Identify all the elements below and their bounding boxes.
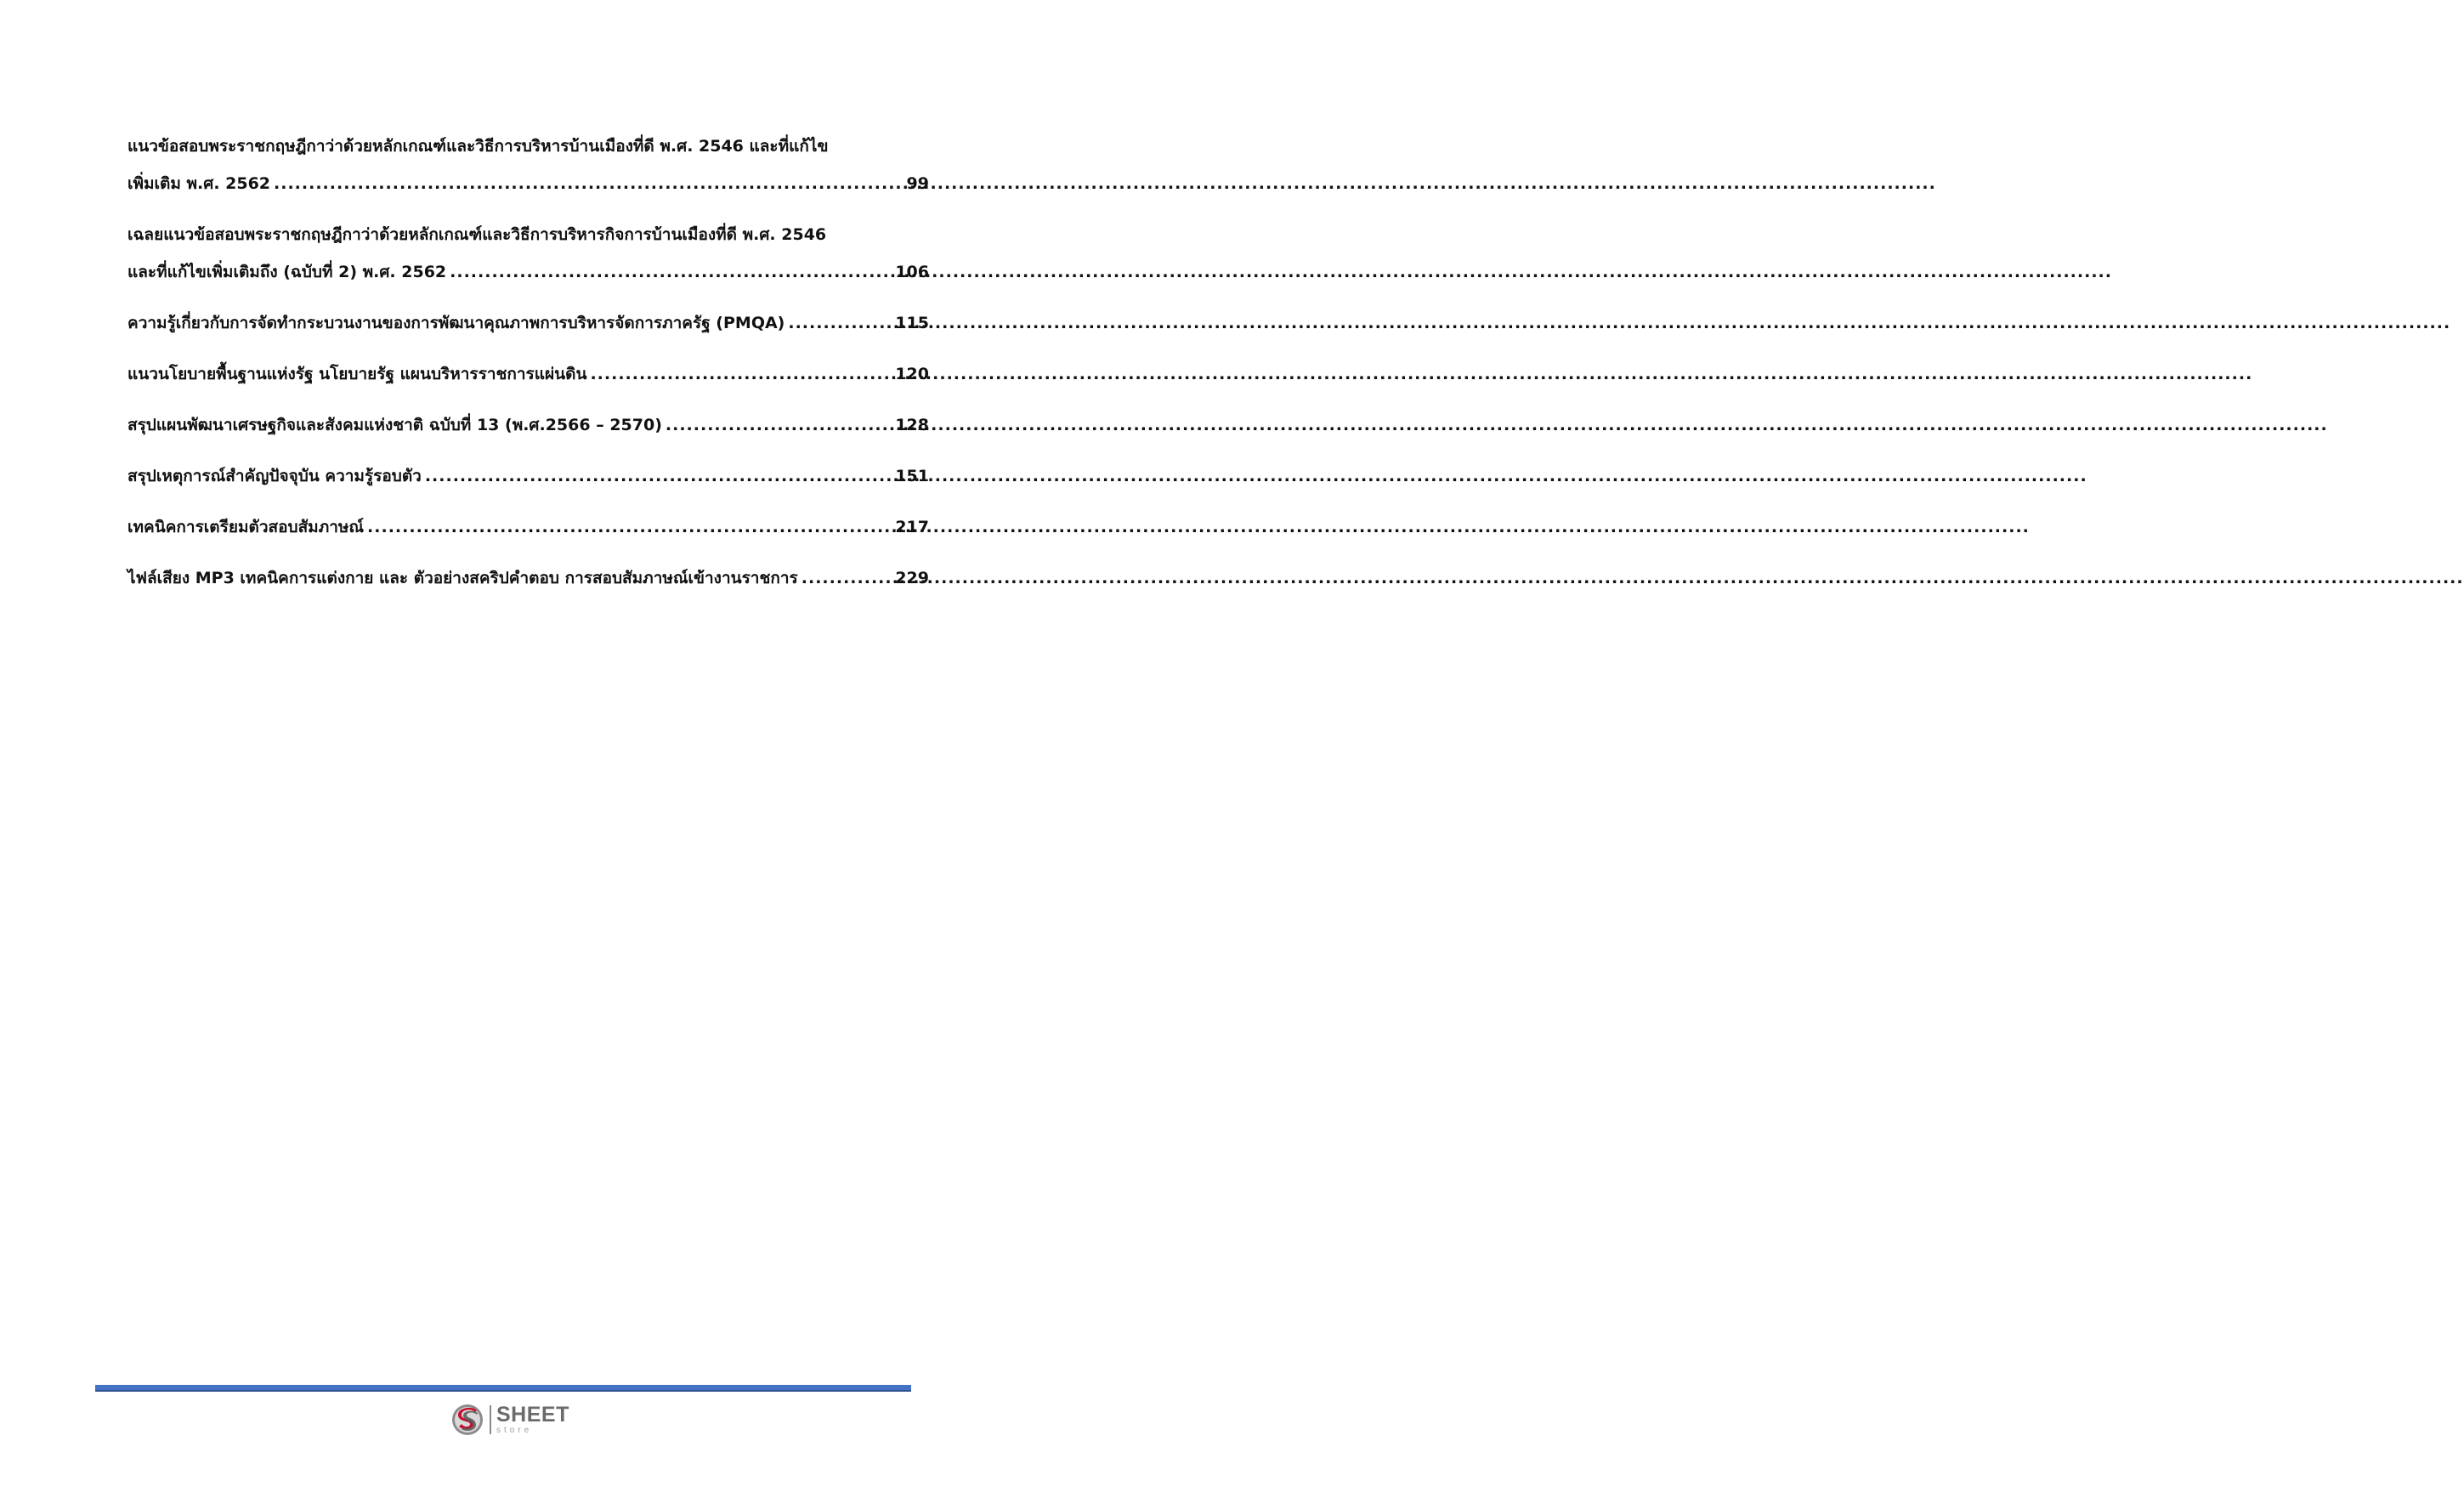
toc-page-number: 128 (895, 416, 929, 434)
toc-entry[interactable] (127, 457, 929, 495)
toc-entry[interactable] (127, 508, 929, 546)
logo-text (496, 1404, 569, 1435)
toc-entry-row (127, 355, 929, 393)
toc-entry-title: แนวนโยบายพื้นฐานแห่งรัฐ นโยบายรัฐ แผนบริหารราชการแผ่นดิน (127, 365, 587, 383)
logo-divider (490, 1405, 491, 1434)
toc-entry[interactable] (127, 304, 929, 342)
toc-page-number: 217 (895, 518, 929, 536)
toc-entry-title: ไฟล์เสียง MP3 เทคนิคการแต่งกาย และ ตัวอย่างสคริปคำตอบ การสอบสัมภาษณ์เข้างานราชการ (127, 569, 798, 587)
sheet-store-logo-icon (450, 1403, 484, 1437)
toc-entry-row (127, 508, 929, 546)
toc-page-number: 115 (895, 314, 929, 332)
toc-entry-title: ความรู้เกี่ยวกับการจัดทำกระบวนงานของการพัฒนาคุณภาพการบริหารจัดการภาครัฐ (PMQA) (127, 314, 785, 332)
footer-rule (95, 1385, 911, 1392)
dot-leader (367, 508, 892, 546)
toc-entry[interactable] (127, 406, 929, 444)
dot-leader (450, 253, 892, 291)
dot-leader (666, 406, 892, 444)
toc-entry-title-line: แนวข้อสอบพระราชกฤษฎีกาว่าด้วยหลักเกณฑ์และวิธีการบริหารบ้านเมืองที่ดี พ.ศ. 2546 และที่แก้ไข (127, 137, 829, 156)
toc-page-number: 99 (906, 174, 929, 193)
toc-entry-row (127, 253, 929, 291)
toc-page-number: 106 (895, 263, 929, 281)
toc-page-number: 120 (895, 365, 929, 383)
toc-entry-row (127, 304, 929, 342)
dot-leader (274, 165, 903, 202)
toc-entry-title: เพิ่มเติม พ.ศ. 2562 (127, 174, 271, 193)
logo-subtitle: store (496, 1426, 533, 1435)
toc-entry-row (127, 165, 929, 202)
toc-entry[interactable] (127, 216, 929, 291)
dot-leader (425, 457, 892, 495)
logo-word: SHEET (496, 1403, 569, 1427)
toc-entry-title: สรุปเหตุการณ์สำคัญปัจจุบัน ความรู้รอบตัว (127, 467, 422, 485)
toc-entry[interactable] (127, 355, 929, 393)
dot-leader (590, 355, 892, 393)
toc-page-number: 151 (895, 467, 929, 485)
dot-leader (802, 559, 892, 597)
dot-leader (788, 304, 892, 342)
toc-entry-row (127, 457, 929, 495)
toc-entry-title: และที่แก้ไขเพิ่มเติมถึง (ฉบับที่ 2) พ.ศ. 2562 (127, 263, 447, 281)
toc-page-number: 229 (895, 569, 929, 587)
toc-entry-title-line: เฉลยแนวข้อสอบพระราชกฤษฎีกาว่าด้วยหลักเกณฑ์และวิธีการบริหารกิจการบ้านเมืองที่ดี พ.ศ. 2546 (127, 225, 827, 244)
toc-entry-row (127, 559, 929, 597)
sheet-store-logo (450, 1401, 569, 1438)
toc-entry[interactable] (127, 559, 929, 597)
table-of-contents (127, 128, 929, 610)
toc-entry-title: สรุปแผนพัฒนาเศรษฐกิจและสังคมแห่งชาติ ฉบับที่ 13 (พ.ศ.2566 – 2570) (127, 416, 662, 434)
toc-entry[interactable] (127, 128, 929, 202)
toc-entry-title: เทคนิคการเตรียมตัวสอบสัมภาษณ์ (127, 518, 365, 536)
toc-entry-row (127, 406, 929, 444)
